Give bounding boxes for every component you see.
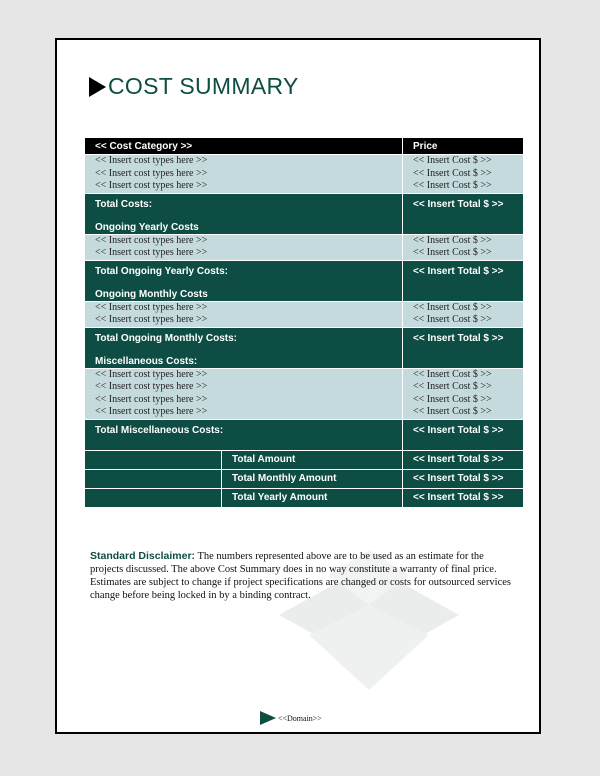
- summary-value[interactable]: << Insert Total $ >>: [403, 450, 524, 469]
- total-label-cell: [85, 193, 403, 234]
- cost-type-item: << Insert cost types here >>: [95, 167, 208, 179]
- footer: [260, 711, 322, 725]
- footer-domain: <<Domain>>: [278, 713, 322, 723]
- cost-price-cell[interactable]: [403, 155, 524, 194]
- heading: [89, 73, 299, 100]
- table-header-row: [85, 138, 524, 155]
- summary-spacer: [85, 469, 222, 488]
- table-row: [85, 301, 524, 327]
- cost-type-item: << Insert cost types here >>: [95, 314, 208, 325]
- document-page: [55, 38, 541, 734]
- cost-price-item: << Insert Cost $ >>: [413, 406, 492, 417]
- header-cost-category: << Cost Category >>: [85, 138, 403, 155]
- total-label: Total Costs:: [95, 198, 153, 210]
- cost-price-item: << Insert Cost $ >>: [413, 155, 492, 166]
- cost-price-item: << Insert Cost $ >>: [413, 247, 492, 258]
- total-value[interactable]: << Insert Total $ >>: [403, 260, 524, 301]
- cost-price-item: << Insert Cost $ >>: [413, 234, 492, 246]
- summary-row: [85, 469, 524, 488]
- summary-label: Total Yearly Amount: [222, 488, 403, 507]
- cost-type-item: << Insert cost types here >>: [95, 301, 208, 313]
- total-value[interactable]: << Insert Total $ >>: [403, 419, 524, 450]
- section-label: Miscellaneous Costs:: [95, 355, 198, 367]
- total-row: [85, 327, 524, 368]
- cost-type-item: << Insert cost types here >>: [95, 393, 208, 405]
- total-row: [85, 419, 524, 450]
- cost-price-item: << Insert Cost $ >>: [413, 180, 492, 191]
- disclaimer-text: The numbers represented above are to be used as an estimate for the projects discussed. The above Cost Summary does in no way constitute a warranty of final price. Estimates are subject to change if project specifications are changed or costs for outsourced services change before being locked in by a binding contract.: [90, 551, 512, 601]
- cost-type-item: << Insert cost types here >>: [95, 155, 208, 166]
- total-label-cell: [85, 327, 403, 368]
- cost-price-item: << Insert Cost $ >>: [413, 314, 492, 325]
- cost-type-item: << Insert cost types here >>: [95, 247, 208, 258]
- summary-spacer: [85, 450, 222, 469]
- cost-type-item: << Insert cost types here >>: [95, 234, 208, 246]
- cost-type-item: << Insert cost types here >>: [95, 406, 208, 417]
- table-row: [85, 234, 524, 260]
- disclaimer-lead: Standard Disclaimer:: [90, 550, 196, 562]
- cost-price-cell[interactable]: [403, 234, 524, 260]
- cost-price-cell[interactable]: [403, 368, 524, 419]
- summary-value[interactable]: << Insert Total $ >>: [403, 469, 524, 488]
- section-label: Ongoing Yearly Costs: [95, 221, 199, 233]
- flag-arrow-icon: [260, 711, 276, 725]
- cost-price-item: << Insert Cost $ >>: [413, 381, 492, 392]
- cost-type-cell[interactable]: [85, 155, 403, 194]
- total-label: Total Ongoing Monthly Costs:: [95, 332, 238, 344]
- cost-price-cell[interactable]: [403, 301, 524, 327]
- cost-type-item: << Insert cost types here >>: [95, 381, 208, 392]
- section-label: Ongoing Monthly Costs: [95, 288, 208, 300]
- cost-type-cell[interactable]: [85, 301, 403, 327]
- summary-value[interactable]: << Insert Total $ >>: [403, 488, 524, 507]
- summary-label: Total Monthly Amount: [222, 469, 403, 488]
- summary-spacer: [85, 488, 222, 507]
- total-value[interactable]: << Insert Total $ >>: [403, 193, 524, 234]
- summary-row: [85, 450, 524, 469]
- total-label: Total Ongoing Yearly Costs:: [95, 265, 228, 277]
- total-label: Total Miscellaneous Costs:: [85, 419, 403, 450]
- total-row: [85, 193, 524, 234]
- summary-row: [85, 488, 524, 507]
- cost-type-item: << Insert cost types here >>: [95, 368, 208, 380]
- disclaimer: [90, 550, 515, 602]
- table-row: [85, 155, 524, 194]
- play-arrow-icon: [89, 77, 106, 97]
- summary-label: Total Amount: [222, 450, 403, 469]
- cost-type-item: << Insert cost types here >>: [95, 180, 208, 191]
- cost-price-item: << Insert Cost $ >>: [413, 167, 492, 179]
- table-row: [85, 368, 524, 419]
- cost-price-item: << Insert Cost $ >>: [413, 301, 492, 313]
- total-row: [85, 260, 524, 301]
- page-title: COST SUMMARY: [108, 73, 299, 99]
- cost-type-cell[interactable]: [85, 234, 403, 260]
- header-price: Price: [403, 138, 524, 155]
- cost-price-item: << Insert Cost $ >>: [413, 368, 492, 380]
- cost-type-cell[interactable]: [85, 368, 403, 419]
- total-label-cell: [85, 260, 403, 301]
- cost-table: [84, 137, 524, 508]
- cost-price-item: << Insert Cost $ >>: [413, 393, 492, 405]
- total-value[interactable]: << Insert Total $ >>: [403, 327, 524, 368]
